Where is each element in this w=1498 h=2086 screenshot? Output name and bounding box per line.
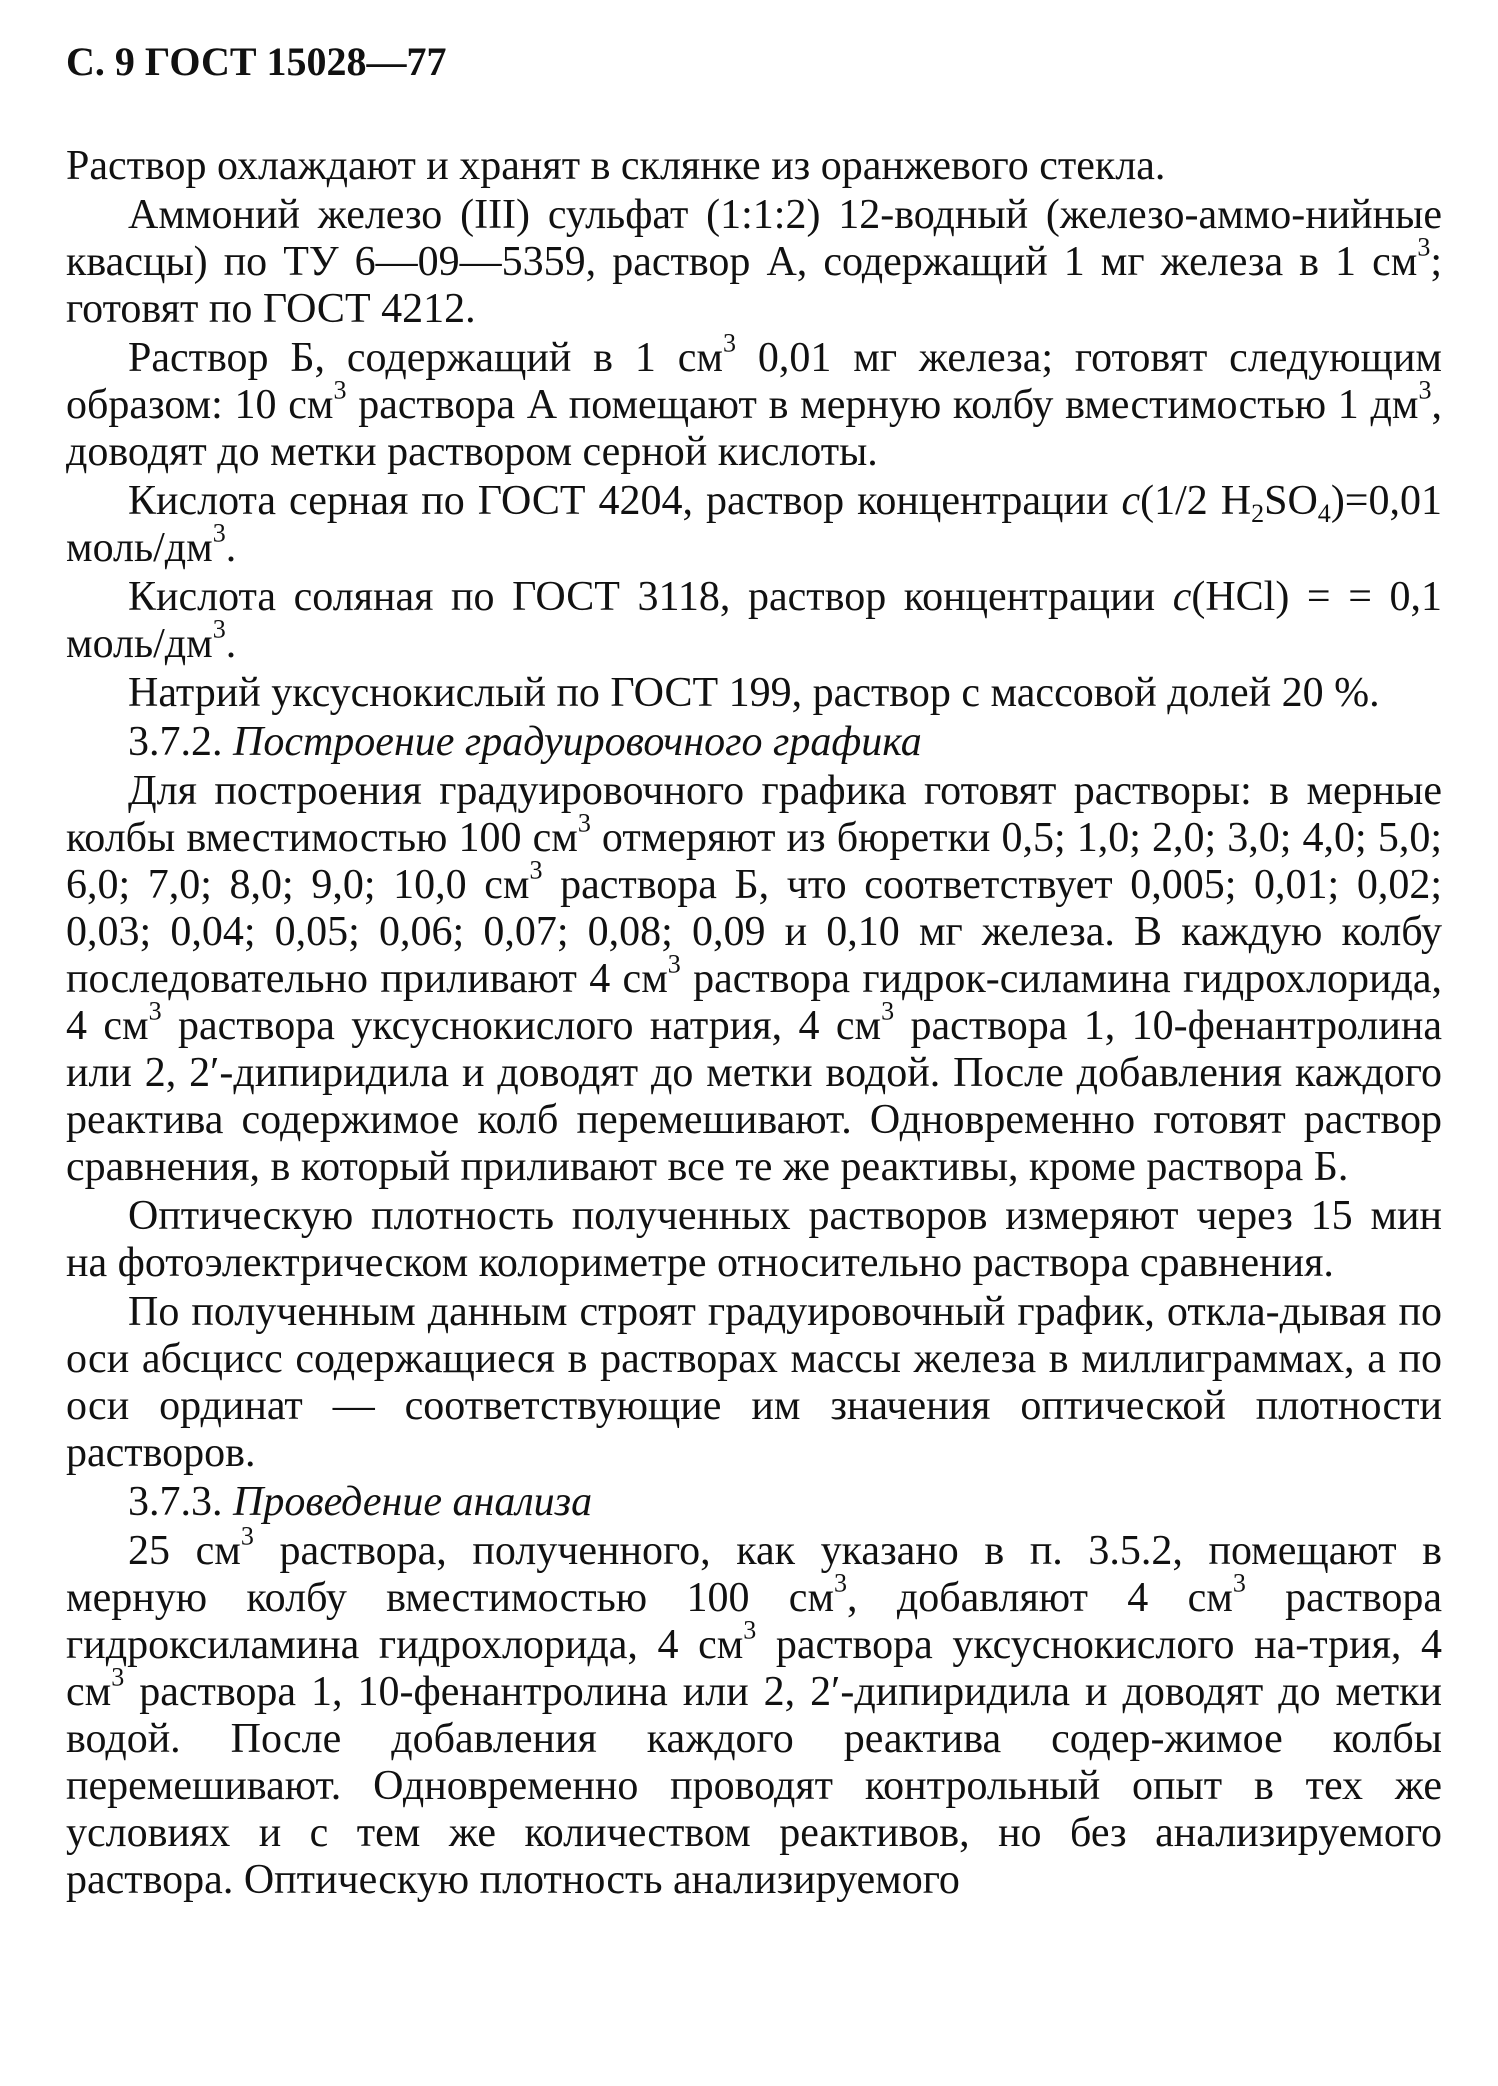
section-heading-3-7-2: 3.7.2. Построение градуировочного графика: [128, 719, 922, 765]
paragraph-solution-b: Раствор Б, содержащий в 1 $см^3$ 0,01 мг железа; готовят следующим образом: 10 $см^3$ раствора А помещают в мерную колбу вместимостью 1 $дм^3$, доводят до метки раствором серной кислоты.: [66, 328, 1443, 475]
paragraph-storage: Раствор охлаждают и хранят в склянке из оранжевого стекла.: [66, 143, 1166, 189]
paragraph-analysis-procedure: 25 $см^3$ раствора, полученного, как указано в п. 3.5.2, помещают в мерную колбу вместимостью 100 $см^3$, добавляют 4 $см^3$ раствора гидроксиламина гидрохлорида, 4 $см^3$ раствора уксуснокислого на-трия, 4 $см^3$ раствора 1, 10-фенантролина или 2, 2′-дипиридила и доводят до метки водой. После добавления каждого реактива содер-жимое колбы перемешивают. Одновременно проводят контрольный опыт в тех же условиях и с тем же количеством реактивов, но без анализируемого раствора. Оптическую плотность анализируемого: [66, 1521, 1443, 1903]
section-heading-3-7-3: 3.7.3. Проведение анализа: [128, 1479, 593, 1525]
paragraph-optical-density: Оптическую плотность полученных растворов измеряют через 15 мин на фотоэлектрическом колориметре относительно раствора сравнения.: [66, 1193, 1442, 1286]
paragraph-sodium-acetate: Натрий уксуснокислый по ГОСТ 199, раствор с массовой долей 20 %.: [128, 670, 1380, 716]
paragraph-hydrochloric-acid: Кислота соляная по ГОСТ 3118, раствор концентрации c(HCl) = = 0,1 моль/$дм^3$.: [66, 574, 1443, 667]
paragraph-calibration-solutions: Для построения градуировочного графика готовят растворы: в мерные колбы вместимостью 100 $см^3$ отмеряют из бюретки 0,5; 1,0; 2,0; 3,0; 4,0; 5,0; 6,0; 7,0; 8,0; 9,0; 10,0 $см^3$ раствора Б, что соответствует 0,005; 0,01; 0,02; 0,03; 0,04; 0,05; 0,06; 0,07; 0,08; 0,09 и 0,10 мг железа. В каждую колбу последовательно приливают 4 $см^3$ раствора гидрок-силамина гидрохлорида, 4 $см^3$ раствора уксуснокислого натрия, 4 $см^3$ раствора 1, 10-фенантролина или 2, 2′-дипиридила и доводят до метки водой. После добавления каждого реактива содержимое колб перемешивают. Одновременно готовят раствор сравнения, в который приливают все те же реактивы, кроме раствора Б.: [66, 768, 1442, 1190]
paragraph-sulfuric-acid: Кислота серная по ГОСТ 4204, раствор концентрации c(1/2 $H_2SO_4)=0,01$ моль/$дм^3$.: [66, 478, 1442, 571]
page-header: С. 9 ГОСТ 15028—77: [66, 39, 447, 84]
paragraph-calibration-graph: По полученным данным строят градуировочный график, откла-дывая по оси абсцисс содержащиеся в растворах массы железа в миллиграммах, а по оси ординат — соответствующие им значения оптической плотности растворов.: [66, 1289, 1442, 1476]
paragraph-ammonium-iron-sulfate: Аммоний железо (III) сульфат (1:1:2) 12-водный (железо-аммо-нийные квасцы) по ТУ 6—09—5359, раствор А, содержащий 1 мг железа в 1 $см^3$; готовят по ГОСТ 4212.: [66, 192, 1442, 332]
